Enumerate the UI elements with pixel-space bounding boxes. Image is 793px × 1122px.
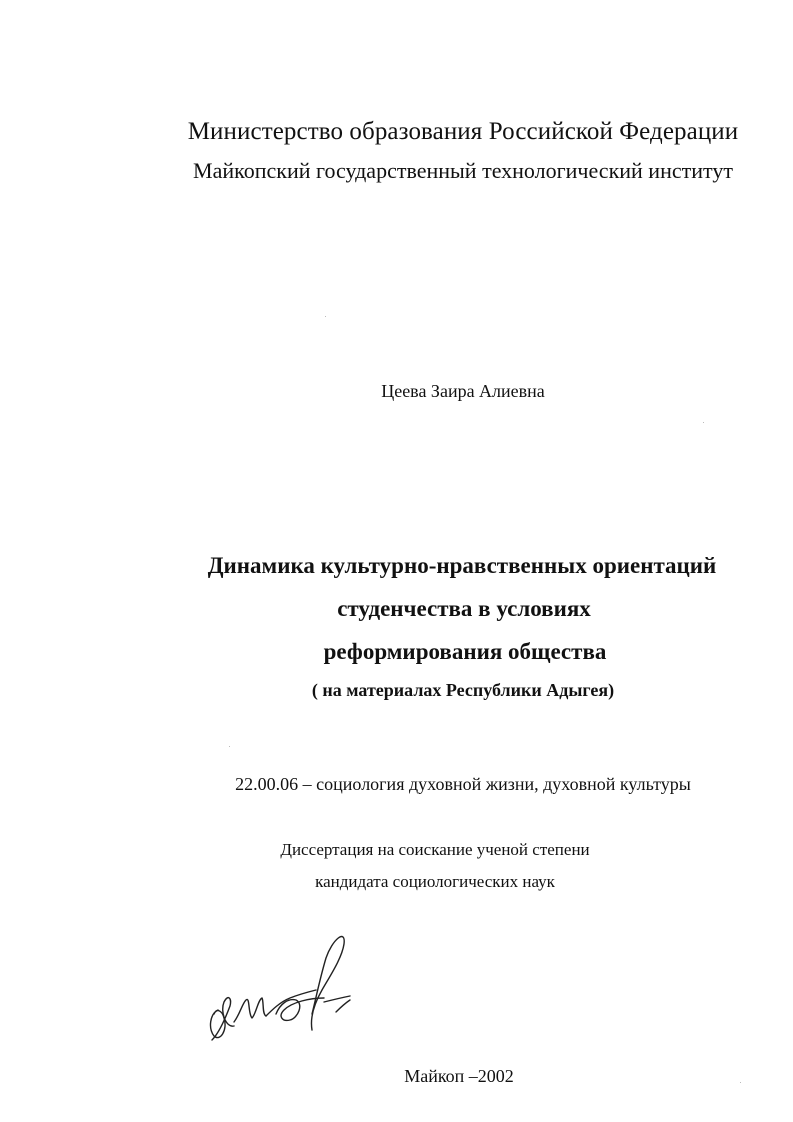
scan-speck — [703, 422, 704, 423]
institute-heading: Майкопский государственный технологический институт — [193, 158, 733, 183]
specialty-code: 22.00.06 – социология духовной жизни, духовной культуры — [235, 774, 691, 794]
scan-speck — [325, 316, 326, 317]
signature-icon — [200, 918, 360, 1058]
scan-speck — [740, 1082, 741, 1083]
author-name: Цеева Заира Алиевна — [381, 381, 545, 401]
degree-line-1: Диссертация на соискание ученой степени — [280, 840, 590, 859]
thesis-subtitle: ( на материалах Республики Адыгея) — [311, 680, 615, 700]
ministry-heading: Министерство образования Российской Федерации — [187, 118, 739, 145]
thesis-title-line-1: Динамика культурно-нравственных ориентаций — [207, 553, 717, 578]
place-year: Майкоп –2002 — [404, 1066, 514, 1086]
thesis-title-line-3: реформирования общества — [323, 639, 607, 664]
thesis-title-line-2: студенчества в условиях — [337, 596, 591, 621]
scan-speck — [229, 746, 230, 747]
degree-line-2: кандидата социологических наук — [315, 872, 555, 891]
